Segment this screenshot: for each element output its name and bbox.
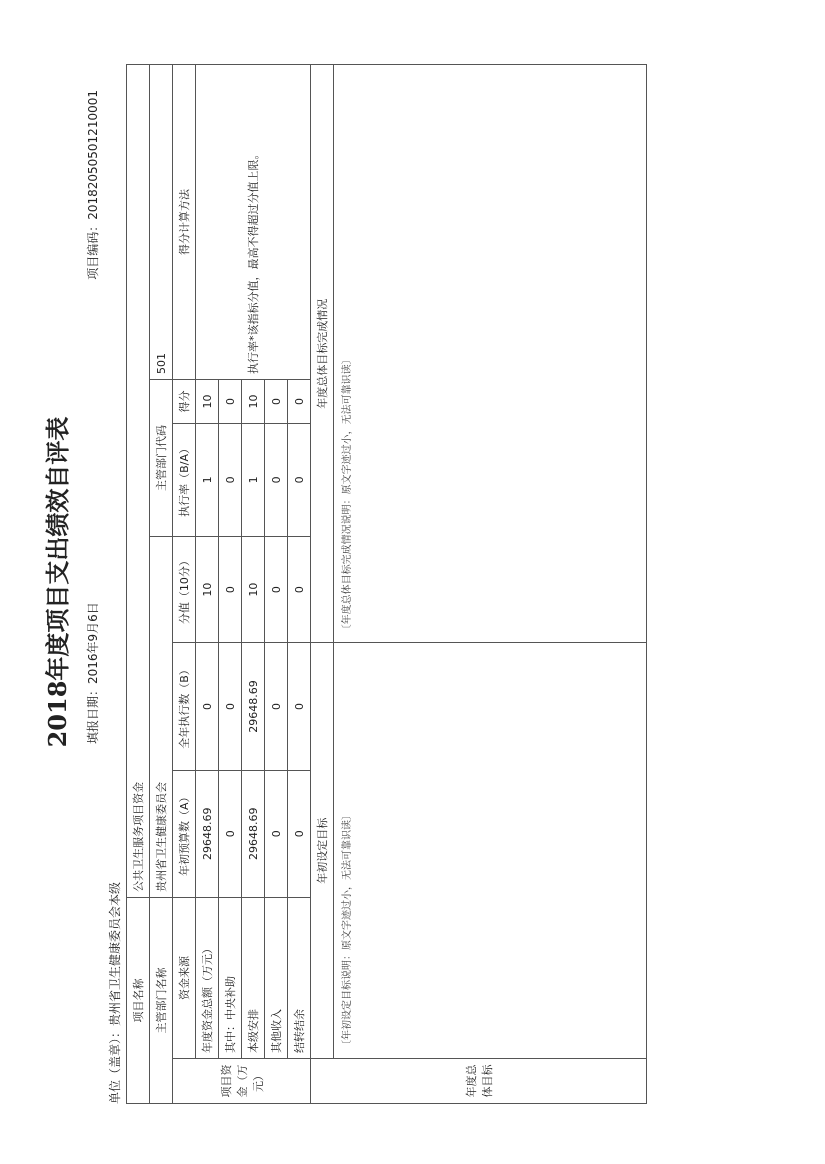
fund-rate: 0: [219, 423, 242, 536]
fund-label: 其他收入: [265, 897, 288, 1058]
evaluation-table: [126, 64, 647, 1104]
fund-weight: 10: [242, 536, 265, 643]
project-name: 公共卫生服务项目资金: [127, 65, 150, 898]
fund-exec: 0: [288, 643, 311, 770]
fund-exec: 0: [196, 643, 219, 770]
fund-budget: 0: [265, 770, 288, 897]
table-row: [196, 65, 219, 1104]
planned-goal-text: 〔年初设定目标说明：原文字迹过小，无法可靠识读〕: [334, 643, 647, 1059]
table-row: [127, 65, 150, 1104]
col-header: 分值（10分）: [173, 536, 196, 643]
col-header: 得分: [173, 380, 196, 424]
fund-score: 10: [196, 380, 219, 424]
col-header: 执行率（B/A）: [173, 423, 196, 536]
col-header: 得分计算方法: [173, 65, 196, 380]
col-header: 年初预算数（A）: [173, 770, 196, 897]
fund-exec: 0: [265, 643, 288, 770]
fund-label: 结转结余: [288, 897, 311, 1058]
fund-score: 0: [219, 380, 242, 424]
dept-code-label: 主管部门代码: [150, 380, 173, 537]
fund-budget: 29648.69: [242, 770, 265, 897]
planned-goal-header: 年初设定目标: [311, 643, 334, 1059]
project-number: 项目编码：20182050501210001: [86, 90, 100, 280]
fund-score: 10: [242, 380, 265, 424]
col-header: 资金来源: [173, 897, 196, 1058]
dept-code: 501: [150, 65, 173, 380]
fund-label: 本级安排: [242, 897, 265, 1058]
unit-seal-line: 单位（盖章）：贵州省卫生健康委员会本级: [108, 881, 122, 1104]
col-header: 全年执行数（B）: [173, 643, 196, 770]
fund-weight: 0: [265, 536, 288, 643]
table-row: [334, 65, 647, 1104]
score-method: 执行率*该指标分值，最高不得超过分值上限。: [196, 65, 311, 380]
fund-weight: 0: [288, 536, 311, 643]
fund-rate: 0: [265, 423, 288, 536]
table-row: [173, 65, 196, 1104]
goals-section-label: 年度总体目标: [311, 1059, 647, 1104]
fund-budget: 0: [219, 770, 242, 897]
dept-label: 主管部门名称: [150, 897, 173, 1103]
achieved-goal-text: 〔年度总体目标完成情况说明：原文字迹过小，无法可靠识读〕: [334, 65, 647, 643]
achieved-goal-header: 年度总体目标完成情况: [311, 65, 334, 643]
project-name-label: 项目名称: [127, 897, 150, 1103]
fund-score: 0: [265, 380, 288, 424]
fund-label: 年度资金总额（万元）: [196, 897, 219, 1058]
fund-budget: 29648.69: [196, 770, 219, 897]
fund-score: 0: [288, 380, 311, 424]
table-row: [150, 65, 173, 1104]
dept-name: 贵州省卫生健康委员会: [150, 536, 173, 897]
evaluation-table-wrap: [126, 64, 647, 1104]
fund-exec: 0: [219, 643, 242, 770]
fund-rate: 1: [196, 423, 219, 536]
fill-date: 填报日期：2016年9月6日: [86, 602, 100, 744]
fund-budget: 0: [288, 770, 311, 897]
fund-weight: 10: [196, 536, 219, 643]
fund-label: 其中：中央补助: [219, 897, 242, 1058]
page-title: 2018年度项目支出绩效自评表: [43, 416, 72, 748]
fund-exec: 29648.69: [242, 643, 265, 770]
fund-rate: 0: [288, 423, 311, 536]
fund-weight: 0: [219, 536, 242, 643]
funds-section-label: 项目资金（万元）: [173, 1059, 311, 1104]
fund-rate: 1: [242, 423, 265, 536]
table-row: [311, 65, 334, 1104]
